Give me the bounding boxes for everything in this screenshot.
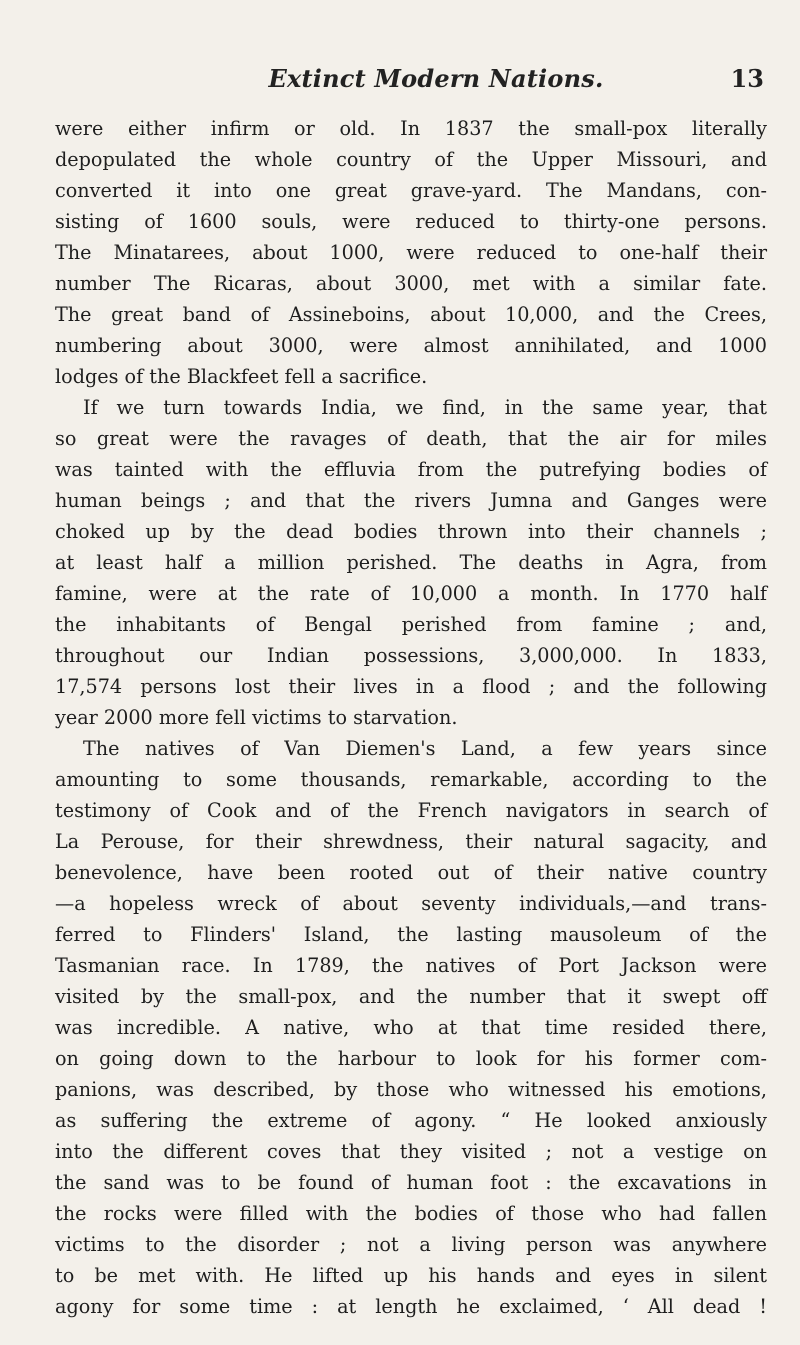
text-line: La Perouse, for their shrewdness, their natural sagacity, and [55,830,767,853]
text-line: victims to the disorder ; not a living person was anywhere [55,1233,767,1256]
text-line: at least half a million perished. The deaths in Agra, from [55,551,767,574]
running-title: Extinct Modern Nations. [268,64,604,93]
text-line: benevolence, have been rooted out of their native country [55,861,767,884]
page-number: 13 [730,64,764,93]
text-line: into the different coves that they visited ; not a vestige on [55,1140,767,1163]
text-line: number The Ricaras, about 3000, met with a similar fate. [55,272,767,295]
text-line: human beings ; and that the rivers Jumna and Ganges were [55,489,767,512]
text-line: the inhabitants of Bengal perished from famine ; and, [55,613,767,636]
text-line: The Minatarees, about 1000, were reduced to one-half their [55,241,767,264]
text-line: testimony of Cook and of the French navigators in search of [55,799,767,822]
page-header [108,64,764,98]
body-text [55,113,767,1322]
text-line: lodges of the Blackfeet fell a sacrifice. [55,365,428,388]
text-line: so great were the ravages of death, that the air for miles [55,427,767,450]
text-line: The natives of Van Diemen's Land, a few years since [83,737,767,760]
text-line: on going down to the harbour to look for his former com- [55,1047,767,1070]
text-line: to be met with. He lifted up his hands and eyes in silent [55,1264,767,1287]
text-line: were either infirm or old. In 1837 the small-pox literally [55,117,767,140]
text-line: agony for some time : at length he exclaimed, ‘ All dead ! [55,1295,767,1318]
text-line: famine, were at the rate of 10,000 a month. In 1770 half [55,582,767,605]
text-line: converted it into one great grave-yard. The Mandans, con- [55,179,767,202]
text-line: panions, was described, by those who witnessed his emotions, [55,1078,767,1101]
text-line: year 2000 more fell victims to starvation. [55,706,458,729]
text-line: The great band of Assineboins, about 10,000, and the Crees, [55,303,767,326]
text-line: 17,574 persons lost their lives in a flood ; and the following [55,675,767,698]
text-line: the sand was to be found of human foot : the excavations in [55,1171,767,1194]
text-line: visited by the small-pox, and the number that it swept off [55,985,767,1008]
text-line: Tasmanian race. In 1789, the natives of Port Jackson were [55,954,767,977]
text-line: throughout our Indian possessions, 3,000,000. In 1833, [55,644,767,667]
text-line: numbering about 3000, were almost annihilated, and 1000 [55,334,767,357]
text-line: sisting of 1600 souls, were reduced to thirty-one persons. [55,210,767,233]
text-line: depopulated the whole country of the Upper Missouri, and [55,148,767,171]
text-line: as suffering the extreme of agony. “ He looked anxiously [55,1109,767,1132]
text-line: amounting to some thousands, remarkable, according to the [55,768,767,791]
text-line: choked up by the dead bodies thrown into their channels ; [55,520,767,543]
text-line: was tainted with the effluvia from the putrefying bodies of [55,458,767,481]
text-line: —a hopeless wreck of about seventy individuals,—and trans- [55,892,767,915]
text-line: the rocks were filled with the bodies of those who had fallen [55,1202,767,1225]
text-line: was incredible. A native, who at that time resided there, [55,1016,767,1039]
text-line: If we turn towards India, we find, in the same year, that [83,396,767,419]
text-line: ferred to Flinders' Island, the lasting mausoleum of the [55,923,767,946]
